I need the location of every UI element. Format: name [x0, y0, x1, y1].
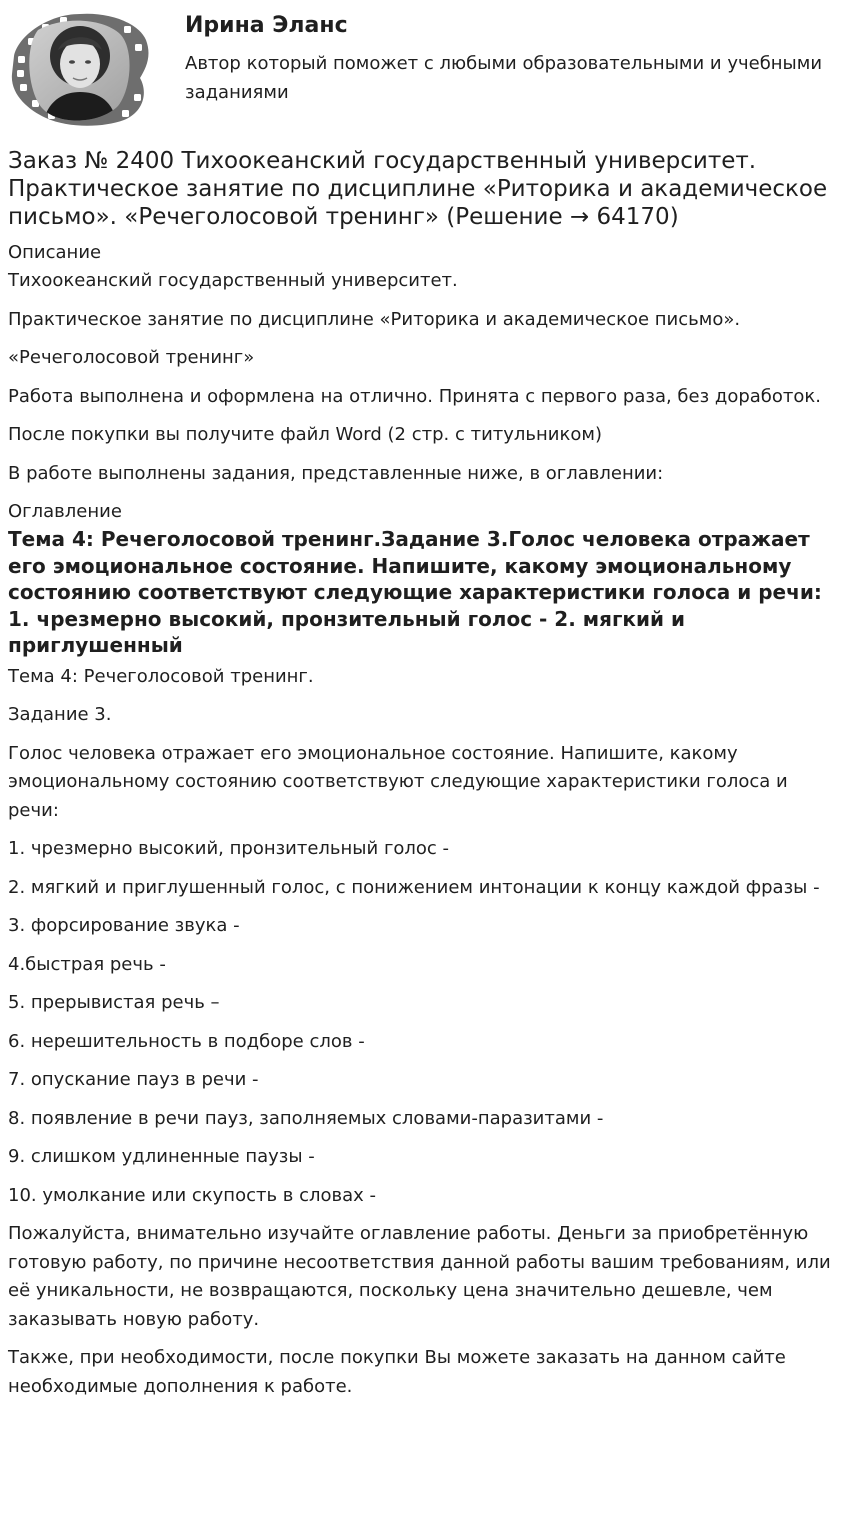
list-item: 10. умолкание или скупость в словах - — [8, 1184, 377, 1206]
description-paragraph: В работе выполнены задания, представленные ниже, в оглавлении: — [8, 462, 664, 484]
order-title: Заказ № 2400 Тихоокеанский государственный университет. Практическое занятие по дисциплине «Риторика и академическое письмо». «Речеголосовой тренинг» (Решение → 64170) — [8, 148, 828, 230]
list-item: 9. слишком удлиненные паузы - — [8, 1146, 315, 1167]
list-item: 6. нерешительность в подборе слов - — [8, 1030, 365, 1052]
order-content — [8, 147, 838, 1411]
task-list — [8, 835, 838, 1210]
description-paragraph: Работа выполнена и оформлена на отлично. Принята с первого раза, без доработок. — [8, 385, 822, 407]
list-item: 7. опускание пауз в речи - — [8, 1069, 259, 1090]
list-item: 1. чрезмерно высокий, пронзительный голос - — [8, 838, 450, 859]
toc-paragraph: Голос человека отражает его эмоциональное состояние. Напишите, какому эмоциональному состоянию соответствуют следующие характеристики голоса и речи: — [8, 742, 788, 821]
description-paragraph: После покупки вы получите файл Word (2 стр. с титульником) — [8, 424, 602, 445]
list-item: 8. появление в речи пауз, заполняемых словами-паразитами - — [8, 1107, 604, 1129]
toc-label: Оглавление — [8, 501, 122, 522]
author-header — [0, 0, 847, 140]
list-item: 3. форсирование звука - — [8, 915, 240, 936]
disclaimer-paragraph: Также, при необходимости, после покупки Вы можете заказать на данном сайте необходимые дополнения к работе. — [8, 1347, 786, 1397]
description-paragraph: «Речеголосовой тренинг» — [8, 347, 255, 368]
author-avatar[interactable] — [8, 8, 150, 128]
list-item: 2. мягкий и приглушенный голос, с понижением интонации к концу каждой фразы - — [8, 876, 820, 898]
description-paragraph: Тихоокеанский государственный университет. — [8, 270, 458, 291]
toc-heading: Тема 4: Речеголосовой тренинг.Задание 3.Голос человека отражает его эмоциональное состояние. Напишите, какому эмоциональному состоянию соответствуют следующие характеристики голоса и речи: 1. чрезмерно высокий, пронзительный голос - 2. мягкий и приглушенный — [8, 527, 822, 657]
list-item: 5. прерывистая речь – — [8, 992, 220, 1013]
disclaimer-paragraph: Пожалуйста, внимательно изучайте оглавление работы. Деньги за приобретённую готовую работу, по причине несоответствия данной работы вашим требованиям, или её уникальности, не возвращаются, поскольку цена значительно дешевле, чем заказывать новую работу. — [8, 1223, 831, 1330]
toc-paragraph: Тема 4: Речеголосовой тренинг. — [8, 665, 314, 687]
toc-paragraph: Задание 3. — [8, 704, 112, 725]
author-name[interactable]: Ирина Эланс — [185, 13, 348, 38]
description-paragraph: Практическое занятие по дисциплине «Риторика и академическое письмо». — [8, 308, 741, 330]
description-label: Описание — [8, 242, 102, 263]
list-item: 4.быстрая речь - — [8, 953, 166, 975]
author-description: Автор который поможет с любыми образовательными и учебными заданиями — [185, 53, 823, 103]
